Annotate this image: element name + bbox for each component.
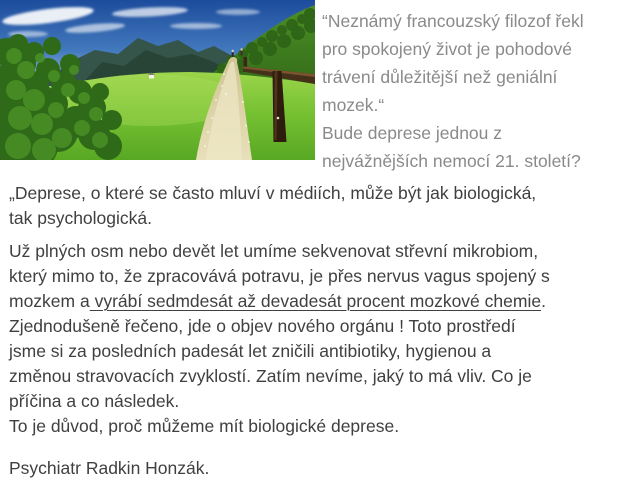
quote-block (322, 7, 616, 175)
body-line: změnou stravovacích zvyklostí. Zatím nevíme, jaký to má vliv. Co je (9, 366, 532, 386)
underline-suffix: . (541, 291, 546, 311)
body-line: který mimo to, že zpracovává potravu, je přes nervus vagus spojený s (9, 266, 550, 286)
body-line: „Deprese, o které se často mluví v médiích, může být jak biologická, (9, 183, 537, 203)
body-line: jsme si za posledních padesát let zničili antibiotiky, hygienou a (9, 341, 492, 361)
quote-line: Bude deprese jednou z (322, 123, 502, 143)
body-text (9, 181, 615, 481)
body-line: tak psychologická. (9, 208, 152, 228)
paragraph-microbiome (9, 239, 615, 439)
body-line: Už plných osm nebo devět let umíme sekvenovat střevní mikrobiom, (9, 241, 539, 261)
meadow-path-landscape-photo (0, 0, 315, 160)
underline-prefix: mozkem a (9, 291, 90, 311)
quote-line: nejvážnějších nemocí 21. století? (322, 151, 581, 171)
quote-line: pro spokojený život je pohodové (322, 39, 573, 59)
quote-line: “Neznámý francouzský filozof řekl (322, 11, 584, 31)
paragraph-depression-types (9, 181, 615, 231)
body-line: příčina a co následek. (9, 391, 180, 411)
landscape-illustration (0, 0, 315, 160)
author-signature: Psychiatr Radkin Honzák. (9, 458, 210, 478)
body-line: To je důvod, proč můžeme mít biologické deprese. (9, 416, 400, 436)
underlined-phrase: vyrábí sedmdesát až devadesát procent mozkové chemie (89, 291, 542, 311)
body-line: Zjednodušeně řečeno, jde o objev nového orgánu ! Toto prostředí (9, 316, 516, 336)
quote-line: mozek.“ (322, 95, 385, 115)
body-line-with-underline (9, 289, 615, 314)
quote-line: trávení důležitější než geniální (322, 67, 558, 87)
